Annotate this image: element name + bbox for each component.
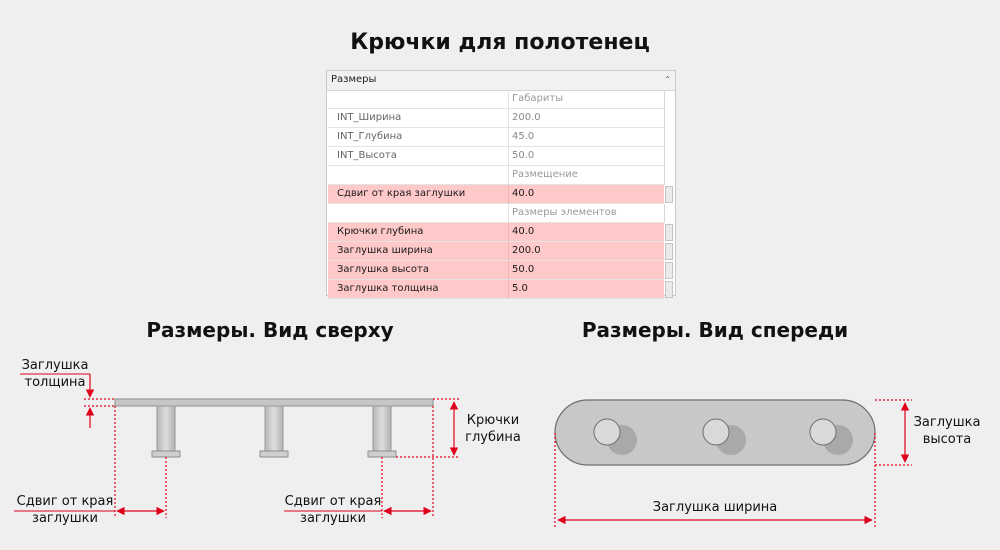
property-row[interactable] bbox=[328, 261, 664, 280]
property-group-row bbox=[328, 90, 664, 109]
property-name bbox=[328, 166, 509, 184]
plate-height-label: Заглушка высота bbox=[913, 415, 981, 447]
parameter-button[interactable] bbox=[665, 186, 673, 203]
panel-header-label: Размеры bbox=[331, 74, 377, 85]
offset-label-left: Сдвиг от края заглушки bbox=[16, 494, 114, 526]
property-group-label: Размещение bbox=[512, 169, 578, 180]
property-name: INT_Ширина bbox=[328, 109, 509, 127]
property-name: INT_Высота bbox=[328, 147, 509, 165]
property-value[interactable]: 5.0 bbox=[512, 283, 528, 294]
top-hook bbox=[152, 406, 180, 457]
plate-thickness-label: Заглушка толщина bbox=[21, 358, 89, 390]
property-name: Заглушка высота bbox=[328, 261, 509, 279]
front-hook bbox=[594, 419, 637, 455]
property-group-label: Размеры элементов bbox=[512, 207, 617, 218]
row-side-cell bbox=[664, 109, 674, 128]
front-view-title: Размеры. Вид спереди bbox=[581, 318, 849, 342]
property-value[interactable]: 200.0 bbox=[512, 112, 541, 123]
parameter-button[interactable] bbox=[665, 281, 673, 298]
property-value[interactable]: 200.0 bbox=[512, 245, 541, 256]
collapse-icon[interactable]: ⌃ bbox=[664, 75, 671, 84]
property-row[interactable] bbox=[328, 185, 664, 204]
property-name: Сдвиг от края заглушки bbox=[328, 185, 509, 203]
hook-depth-dimension bbox=[396, 399, 460, 457]
property-row[interactable] bbox=[328, 223, 664, 242]
property-value[interactable]: 50.0 bbox=[512, 264, 535, 275]
property-value[interactable]: 45.0 bbox=[512, 131, 535, 142]
property-name: Заглушка ширина bbox=[328, 242, 509, 260]
panel-header[interactable] bbox=[327, 71, 675, 91]
property-name: Крючки глубина bbox=[328, 223, 509, 241]
front-plate bbox=[555, 400, 875, 465]
row-side-cell bbox=[664, 204, 674, 223]
top-hook bbox=[368, 406, 396, 457]
row-side-cell bbox=[664, 166, 674, 185]
property-group-row bbox=[328, 166, 664, 185]
property-value[interactable]: 50.0 bbox=[512, 150, 535, 161]
parameter-button[interactable] bbox=[665, 243, 673, 260]
parameter-button[interactable] bbox=[665, 224, 673, 241]
offset-label-right: Сдвиг от края заглушки bbox=[284, 494, 382, 526]
front-hook bbox=[703, 419, 746, 455]
property-name bbox=[328, 90, 509, 108]
row-side-cell bbox=[664, 147, 674, 166]
property-row[interactable] bbox=[328, 128, 664, 147]
top-hook bbox=[260, 406, 288, 457]
property-row[interactable] bbox=[328, 242, 664, 261]
plate-height-dimension bbox=[875, 400, 912, 465]
property-value[interactable]: 40.0 bbox=[512, 188, 535, 199]
property-name: INT_Глубина bbox=[328, 128, 509, 146]
top-plate bbox=[115, 399, 433, 406]
property-name bbox=[328, 204, 509, 222]
plate-width-label: Заглушка ширина bbox=[652, 500, 778, 515]
properties-panel bbox=[326, 70, 676, 296]
front-hook bbox=[810, 419, 853, 455]
property-group-label: Габариты bbox=[512, 93, 564, 104]
page-title: Крючки для полотенец bbox=[350, 30, 650, 55]
property-row[interactable] bbox=[328, 280, 664, 299]
property-name: Заглушка толщина bbox=[328, 280, 509, 298]
property-row[interactable] bbox=[328, 147, 664, 166]
hook-depth-label: Крючки глубина bbox=[465, 413, 521, 445]
top-view-title: Размеры. Вид сверху bbox=[146, 318, 394, 342]
property-group-row bbox=[328, 204, 664, 223]
property-row[interactable] bbox=[328, 109, 664, 128]
property-value[interactable]: 40.0 bbox=[512, 226, 535, 237]
row-side-cell bbox=[664, 128, 674, 147]
parameter-button[interactable] bbox=[665, 262, 673, 279]
row-side-cell bbox=[664, 90, 674, 109]
